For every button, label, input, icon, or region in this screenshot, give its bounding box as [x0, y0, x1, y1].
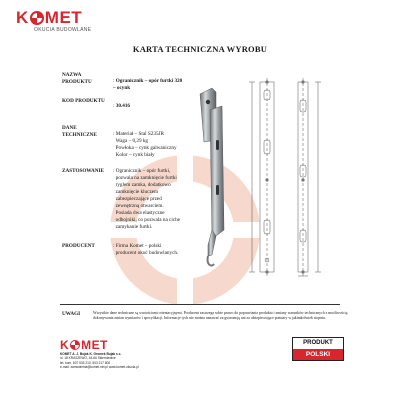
tech-line: Waga – 0,29 kg — [115, 138, 149, 145]
brand-o-mark-icon — [30, 11, 44, 25]
footer-address-line: ul. 18 KRASZEWO, 44-66 Skierniewice — [60, 356, 116, 361]
usage-label: ZASTOSOWANIE — [62, 168, 104, 174]
document-title: KARTA TECHNICZNA WYROBU — [132, 44, 268, 54]
brand-logo — [16, 8, 126, 42]
producer-text: : Firma Komet – polski producent okuć budowlanych. — [113, 243, 179, 257]
product-photo — [186, 70, 246, 285]
product-name-label: NAZWA PRODUKTU — [62, 72, 92, 86]
notes-label: UWAGI — [62, 311, 81, 317]
product-name-value: : Ogranicznik – opór furtki 320 – ocynk — [113, 78, 183, 92]
tech-data-label: DANE TECHNICZNE — [62, 125, 97, 139]
tech-data-list — [113, 131, 177, 159]
footer-company: KOMET A. J. Bujak K. Gromek Bujak s.c. — [60, 352, 122, 356]
footer-address-line: e-mail: zamowienia@komet.net.pl www.komet-okucia.pl — [60, 364, 139, 369]
product-code-value: : 30.416 — [113, 103, 131, 109]
badge-top-text: PRODUKT — [303, 340, 333, 346]
brand-name — [16, 8, 126, 28]
footer-address — [60, 352, 200, 369]
product-name-text: Ogranicznik – opór furtki 320 – ocynk — [113, 78, 183, 92]
footer-brand-name: K MET — [60, 338, 109, 352]
badge-bottom-text: POLSKI — [293, 349, 343, 360]
notes-text: Wszystkie dane techniczne są wartościami orientacyjnymi. Producent zastrzega sobie prawo do poprawiania produktu i zmiany warunków technicznych z możliwością dokonywania zmian wymiarów i specyfikacji. Informacje tych nie można uznawać za gwarancję ani za ubezpieczające pomiary w jakimkolwiek stopniu. — [93, 311, 348, 321]
tech-line: Kolor – cynk biały — [115, 152, 155, 159]
footer-address-line: tel. kom. 607 533 210, 503 217 800 — [60, 360, 111, 365]
technical-drawing — [242, 70, 332, 290]
tech-line: Powłoka – cynk galwaniczny — [115, 145, 177, 152]
brand-name-rest: MET — [44, 8, 83, 27]
footer-brand-o-mark-icon — [70, 340, 80, 350]
tech-line: : Materiał – Stal S235JR — [113, 131, 165, 137]
producer-label: PRODUCENT — [62, 243, 95, 249]
footer-logo — [60, 338, 150, 352]
footer-divider — [60, 304, 340, 305]
product-code-label: KOD PRODUKTU — [62, 98, 105, 104]
brand-name-k: K — [16, 8, 29, 27]
product-code-text: 30.416 — [115, 103, 131, 109]
usage-list: : Ogranicznik – opór furtki, pozwala na zamknięcie furtki ryglem zamka, dodatkowo zamknięcie kluczem zabezpieczające przed zewnętrzną otwarciem. Posiada dwa elastyczne odbojniki, co pozwala na ciche zamykanie furtki. — [113, 168, 180, 231]
made-in-poland-badge — [292, 337, 344, 361]
brand-tagline: OKUCIA BUDOWLANE — [34, 27, 92, 33]
